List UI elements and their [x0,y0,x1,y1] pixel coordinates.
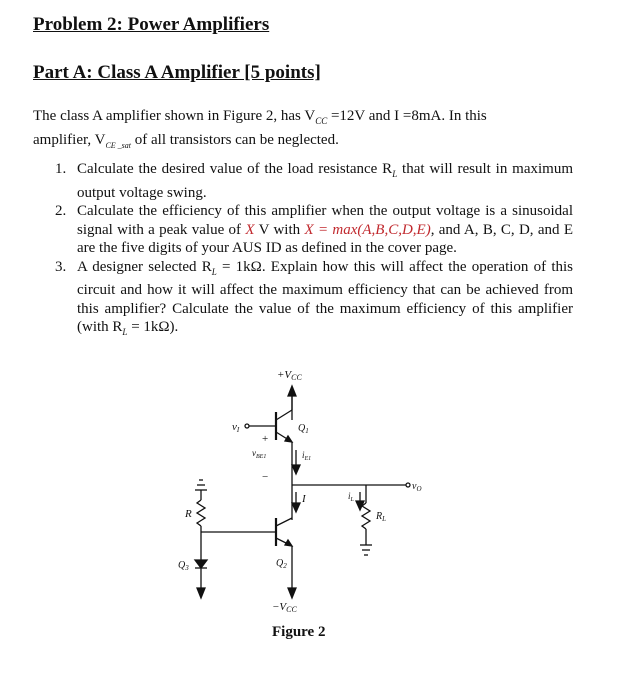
question-number: 2. [55,203,67,219]
vce-subscript: CE _sat [105,141,131,150]
vi-label: vI [232,421,240,434]
question-text: Calculate the desired value of the load resistance R [77,161,393,177]
vee-arrow [288,588,296,598]
q2-label: $Q_2$ [276,558,287,570]
output-terminal [406,483,410,487]
vo-label: $v_O$ [412,481,422,493]
q3-diode [195,560,207,568]
i-arrow [292,503,300,512]
part-title: Part A: Class A Amplifier [5 points] [33,62,321,83]
intro-text-1b: =12V and I =8mA. In this [327,108,487,124]
question-text: that will result in maximum output voltage swing. [77,161,573,201]
intro-text-2a: amplifier, V [33,132,106,148]
r-resistor [197,500,205,526]
question-text: = 1kΩ). [127,319,179,335]
q1-label: $Q_1$ [298,423,309,435]
plus-sign: + [262,433,269,445]
max-formula: X = max(A,B,C,D,E) [304,221,431,238]
minus-sign: − [262,471,269,483]
intro-text-1: The class A amplifier shown in Figure 2, has V [33,108,316,124]
figure-caption: Figure 2 [272,624,326,640]
ie-label: $i_{E1}$ [302,450,312,462]
ie-arrow [292,465,300,474]
intro-text-2b: of all transistors can be neglected. [131,132,339,148]
i-label: I [302,493,306,505]
q3-label: $Q_3$ [178,560,189,572]
rl-label: $R_L$ [376,511,387,523]
vcc-subscript: CC [315,116,328,126]
rl-subscript: L [392,169,398,179]
question-text: V with [254,221,305,238]
problem-title: Problem 2: Power Amplifiers [33,14,270,35]
vbe-label: $v_{BE1}$ [252,448,267,460]
r-label: R [185,508,192,520]
il-label: $i_L$ [348,491,354,503]
question-number: 1. [55,161,67,177]
question-text: = 1kΩ. Explain how this will affect the operation of this circuit and how it will affect the maximum efficiency that can be achieved from this amplifier? Calculate the value of the maximum efficiency of this amplifier (with R [77,258,573,335]
rl-subscript: L [122,327,128,337]
question-text: Calculate the efficiency of this amplifier when the output voltage is a sinusoidal signal with a peak value of [77,203,573,238]
vcc-arrow [288,386,296,396]
rl-resistor [362,503,370,529]
question-text: A designer selected R [77,258,212,275]
vcc-label: +VCC [277,369,302,382]
x-variable: X [245,221,255,238]
question-number: 3. [55,258,67,275]
q1-collector [276,410,292,420]
input-terminal [245,424,249,428]
question-text: , and A, B, C, D, and E are the five digits of your AUS ID as defined in the cover page. [77,221,574,256]
vee-label: −VCC [272,601,297,614]
rl-subscript: L [211,266,217,277]
